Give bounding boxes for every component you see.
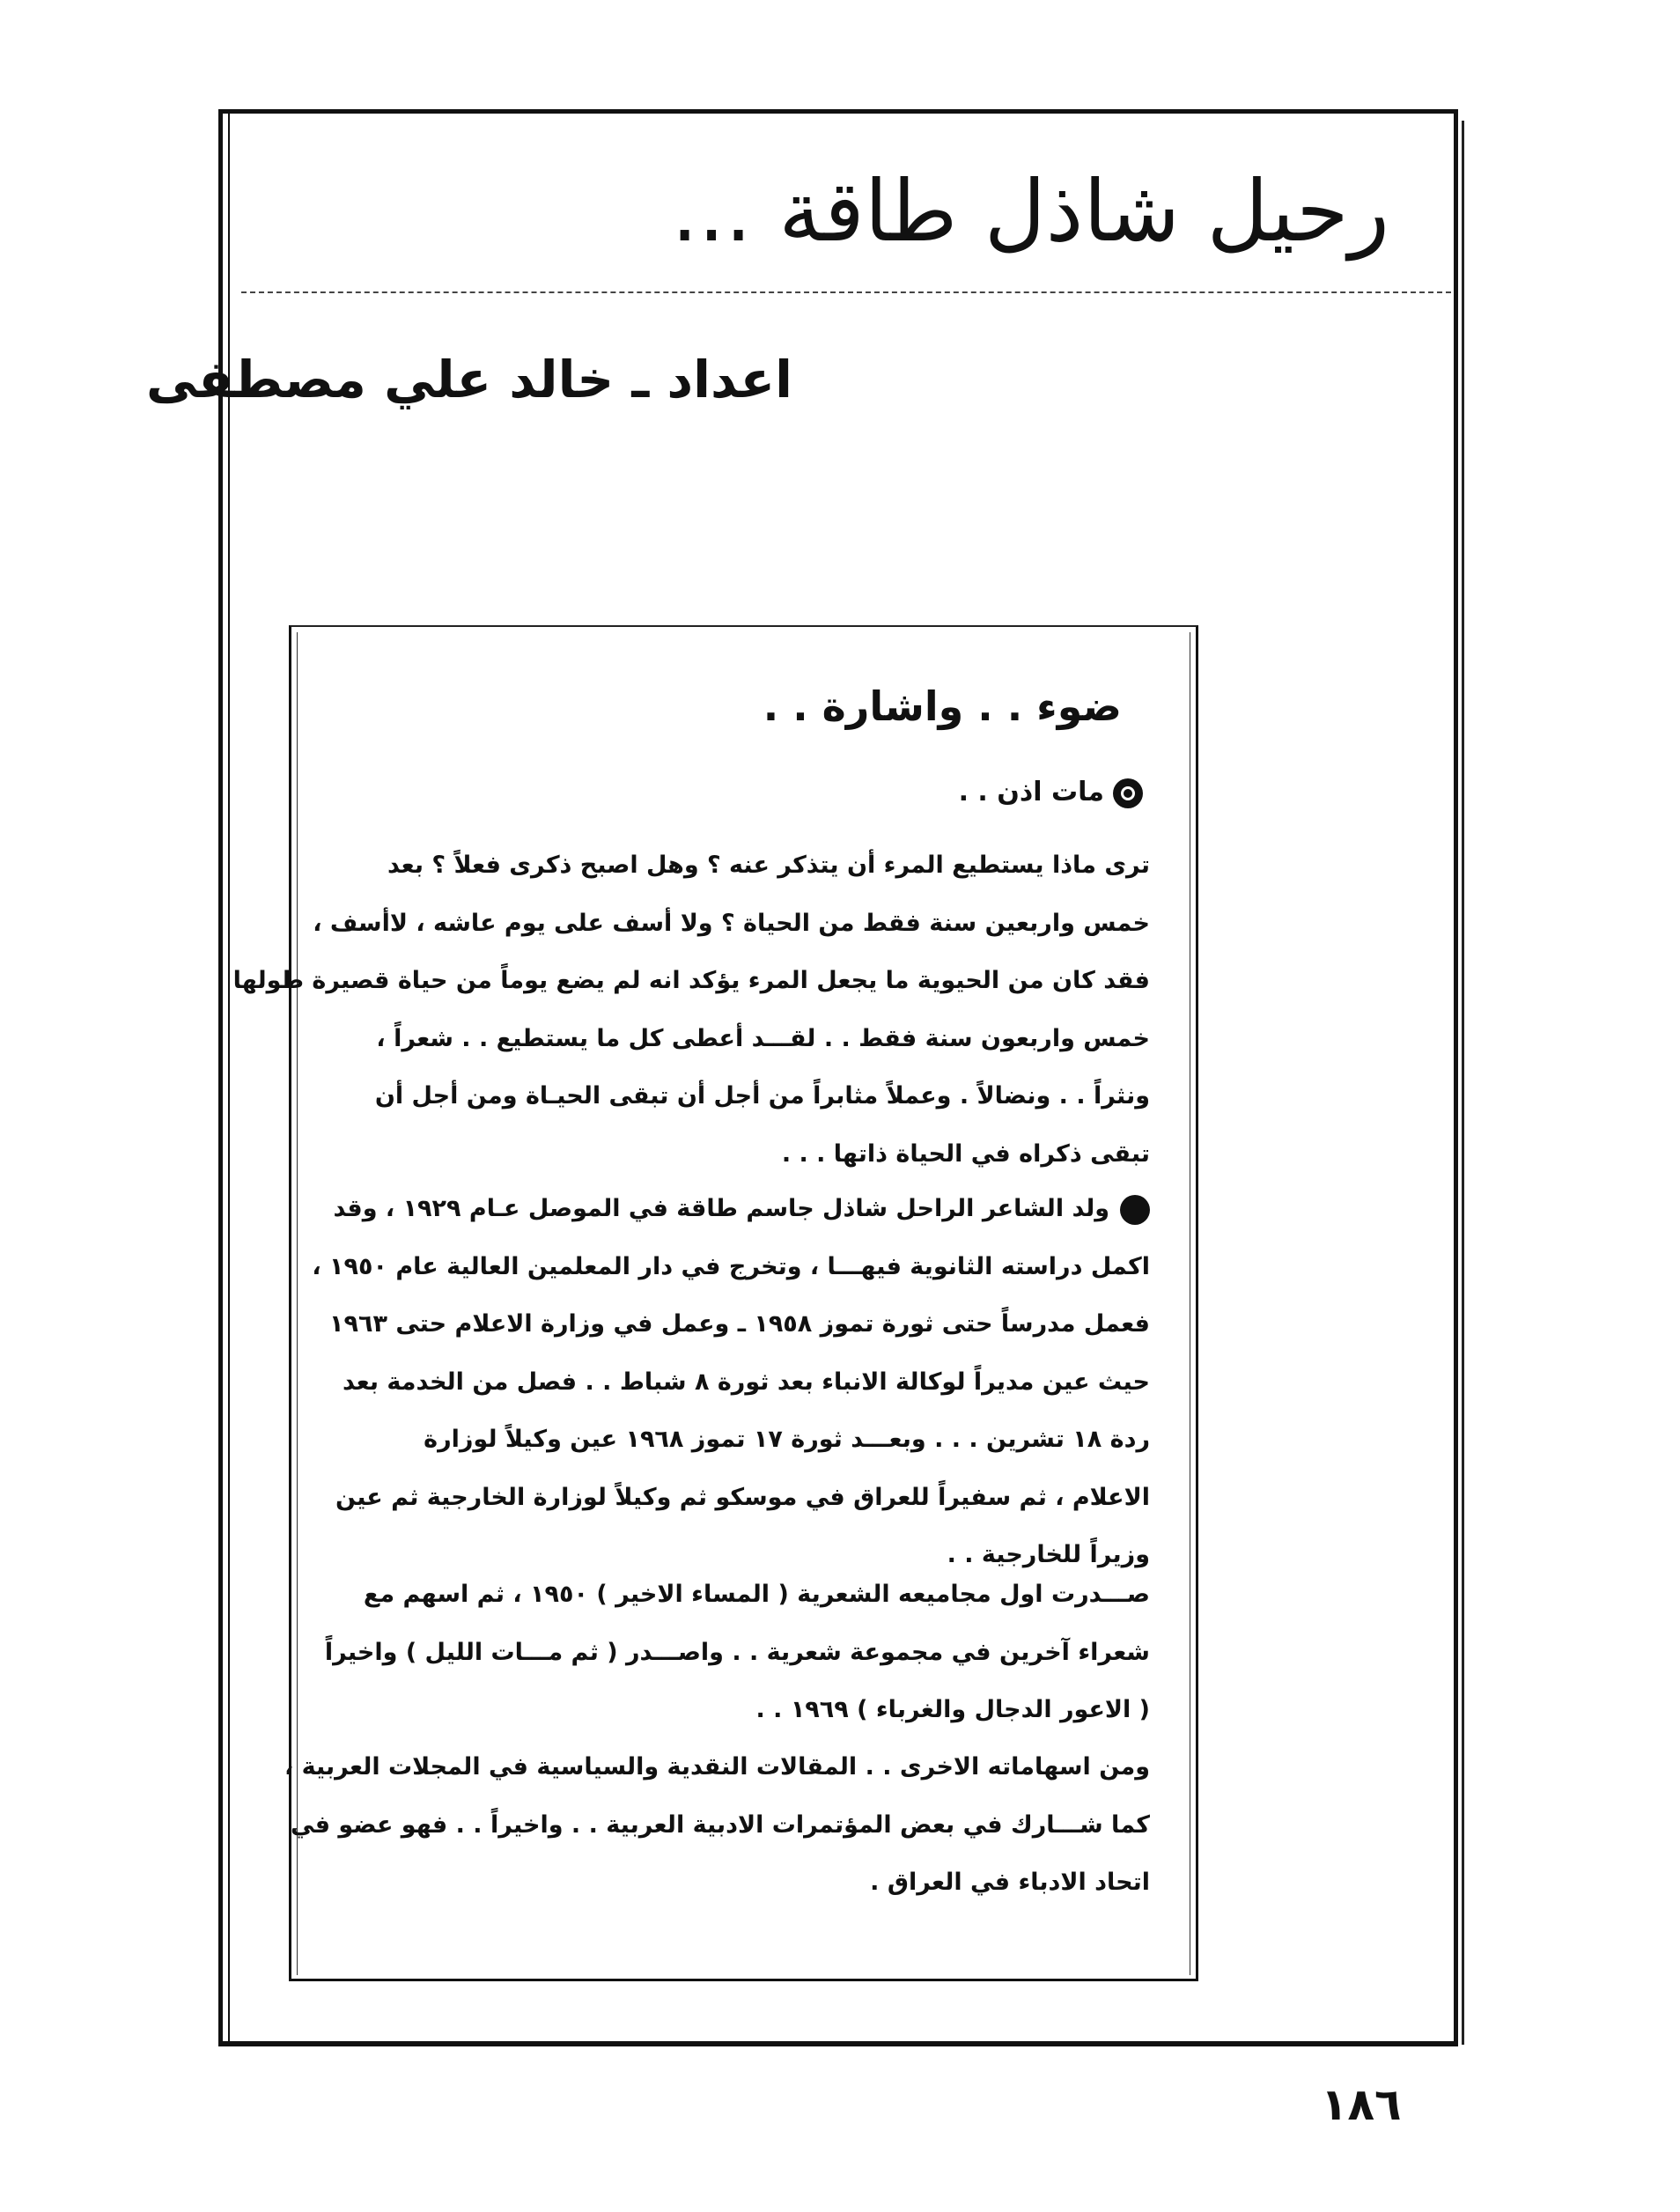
text-line	[333, 1180, 1150, 1238]
title-divider	[241, 291, 1451, 293]
text-line: حيث عين مديراً لوكالة الانباء بعد ثورة ٨ شباط . . فصل من الخدمة بعد	[343, 1368, 1150, 1396]
article-title: رحيل شاذل طاقة ...	[671, 162, 1389, 261]
text-line: خمس واربعون سنة فقط . . لقـــد أعطى كل ما يستطيع . . شعراً ،	[376, 1024, 1150, 1052]
text-line: اتحاد الادباء في العراق .	[870, 1869, 1150, 1896]
text-line: خمس واربعين سنة فقط من الحياة ؟ ولا أسف على يوم عاشه ، لاأسف ،	[313, 909, 1150, 937]
text-line: الاعلام ، ثم سفيراً للعراق في موسكو ثم وكيلاً لوزارة الخارجية ثم عين	[335, 1483, 1150, 1511]
paragraph-publications	[324, 1566, 1150, 1739]
text-line: فقد كان من الحيوية ما يجعل المرء يؤكد انه لم يضع يوماً من حياة قصيرة طولها	[232, 967, 1150, 994]
paragraph-biography	[312, 1180, 1150, 1584]
text-line: شعراء آخرين في مجموعة شعرية . . واصـــدر ( ثم مـــات الليل ) واخيراً	[324, 1638, 1150, 1666]
paragraph-contributions	[284, 1738, 1150, 1912]
bullet-icon	[1120, 1195, 1150, 1225]
text-line: فعمل مدرساً حتى ثورة تموز ١٩٥٨ ـ وعمل في وزارة الاعلام حتى ١٩٦٣	[329, 1310, 1150, 1338]
text-line: ترى ماذا يستطيع المرء أن يتذكر عنه ؟ وهل اصبح ذكرى فعلاً ؟ بعد	[387, 852, 1150, 879]
text-line-content: ولد الشاعر الراحل شاذل جاسم طاقة في الموصل عـام ١٩٢٩ ، وقد	[333, 1195, 1109, 1222]
paragraph-reflection	[232, 837, 1150, 1183]
subheading-text: مات اذن . .	[958, 777, 1104, 807]
text-line: تبقى ذكراه في الحياة ذاتها . . .	[781, 1139, 1150, 1168]
text-line: ونثراً . . ونضالاً . وعملاً مثابراً من أجل أن تبقى الحيـاة ومن أجل أن	[374, 1082, 1150, 1110]
info-box-heading: ضوء . . واشارة . .	[763, 682, 1122, 730]
article-author: اعداد ـ خالد علي مصطفى	[145, 350, 792, 409]
text-line: ومن اسهاماته الاخرى . . المقالات النقدية والسياسية في المجلات العربية ،	[284, 1753, 1150, 1781]
text-line: ردة ١٨ تشرين . . . وبعـــد ثورة ١٧ تموز ١٩٦٨ عين وكيلاً لوزارة	[424, 1426, 1150, 1453]
text-line: صـــدرت اول مجاميعه الشعرية ( المساء الاخير ) ١٩٥٠ ، ثم اسهم مع	[363, 1581, 1150, 1608]
page-number: ١٨٦	[1321, 2079, 1402, 2130]
info-box	[232, 625, 1198, 1981]
text-line: كما شـــارك في بعض المؤتمرات الادبية العربية . . واخيراً . . فهو عضو في	[291, 1810, 1150, 1839]
text-line: ( الاعور الدجال والغرباء ) ١٩٦٩ . .	[755, 1696, 1150, 1723]
text-line: وزيراً للخارجية . .	[947, 1541, 1150, 1568]
ornament-icon	[1113, 778, 1143, 808]
text-line: اكمل دراسته الثانوية فيهـــا ، وتخرج في دار المعلمين العالية عام ١٩٥٠ ،	[312, 1252, 1150, 1280]
info-box-subheading	[438, 771, 1143, 814]
